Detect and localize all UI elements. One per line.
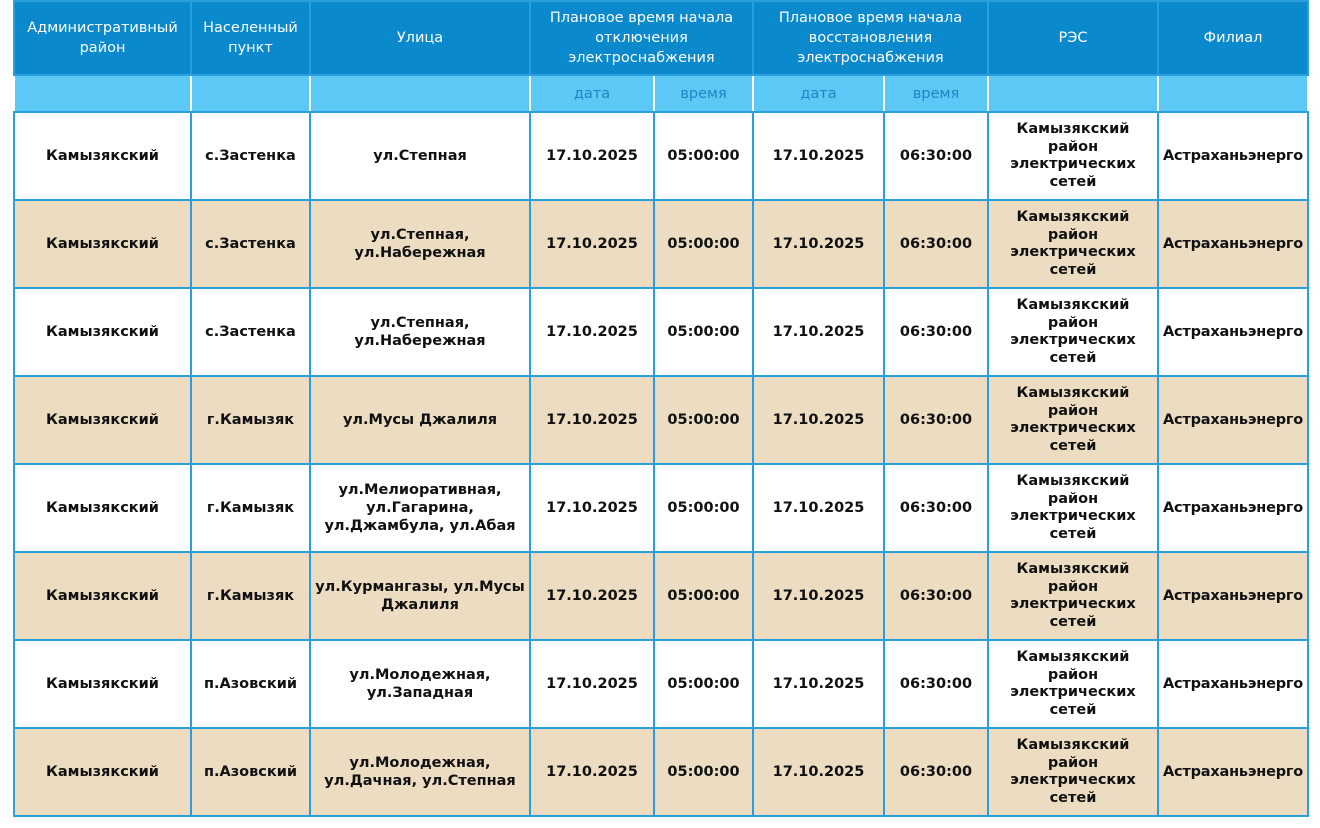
- subheader-empty: [988, 75, 1158, 112]
- cell-district: Камызякский: [14, 728, 191, 816]
- subheader-empty: [191, 75, 310, 112]
- cell-on-date: 17.10.2025: [753, 200, 884, 288]
- table-row: [14, 200, 1308, 288]
- cell-locality: с.Застенка: [191, 288, 310, 376]
- cell-branch: Астраханьэнерго: [1158, 200, 1308, 288]
- cell-res: Камызякский район электрических сетей: [988, 200, 1158, 288]
- outage-schedule-table: [13, 0, 1309, 817]
- cell-branch: Астраханьэнерго: [1158, 112, 1308, 200]
- cell-street: ул.Мелиоративная, ул.Гагарина, ул.Джамбула, ул.Абая: [310, 464, 530, 552]
- col-header-res: РЭС: [988, 1, 1158, 75]
- cell-off-date: 17.10.2025: [530, 200, 654, 288]
- cell-on-time: 06:30:00: [884, 200, 988, 288]
- cell-district: Камызякский: [14, 464, 191, 552]
- cell-off-time: 05:00:00: [654, 728, 753, 816]
- cell-off-time: 05:00:00: [654, 112, 753, 200]
- cell-locality: п.Азовский: [191, 640, 310, 728]
- cell-off-date: 17.10.2025: [530, 464, 654, 552]
- cell-on-time: 06:30:00: [884, 552, 988, 640]
- cell-res: Камызякский район электрических сетей: [988, 464, 1158, 552]
- cell-on-time: 06:30:00: [884, 112, 988, 200]
- cell-on-date: 17.10.2025: [753, 640, 884, 728]
- cell-branch: Астраханьэнерго: [1158, 728, 1308, 816]
- table-row: [14, 728, 1308, 816]
- table-body: [14, 112, 1308, 816]
- cell-off-date: 17.10.2025: [530, 640, 654, 728]
- cell-on-date: 17.10.2025: [753, 112, 884, 200]
- cell-street: ул.Молодежная, ул.Дачная, ул.Степная: [310, 728, 530, 816]
- cell-district: Камызякский: [14, 640, 191, 728]
- cell-res: Камызякский район электрических сетей: [988, 640, 1158, 728]
- subheader-on-date: дата: [753, 75, 884, 112]
- cell-off-date: 17.10.2025: [530, 552, 654, 640]
- cell-locality: п.Азовский: [191, 728, 310, 816]
- cell-locality: с.Застенка: [191, 112, 310, 200]
- cell-on-time: 06:30:00: [884, 640, 988, 728]
- cell-on-date: 17.10.2025: [753, 552, 884, 640]
- table-row: [14, 552, 1308, 640]
- cell-res: Камызякский район электрических сетей: [988, 288, 1158, 376]
- cell-locality: с.Застенка: [191, 200, 310, 288]
- cell-branch: Астраханьэнерго: [1158, 376, 1308, 464]
- cell-on-date: 17.10.2025: [753, 288, 884, 376]
- outage-table-container: [13, 0, 1307, 817]
- col-header-off-time: Плановое время начала отключения электроснабжения: [530, 1, 753, 75]
- cell-res: Камызякский район электрических сетей: [988, 112, 1158, 200]
- cell-off-time: 05:00:00: [654, 640, 753, 728]
- cell-branch: Астраханьэнерго: [1158, 288, 1308, 376]
- cell-on-time: 06:30:00: [884, 288, 988, 376]
- subheader-empty: [14, 75, 191, 112]
- table-row: [14, 376, 1308, 464]
- cell-locality: г.Камызяк: [191, 552, 310, 640]
- cell-off-date: 17.10.2025: [530, 728, 654, 816]
- cell-district: Камызякский: [14, 552, 191, 640]
- cell-on-date: 17.10.2025: [753, 376, 884, 464]
- cell-district: Камызякский: [14, 112, 191, 200]
- cell-district: Камызякский: [14, 376, 191, 464]
- cell-on-time: 06:30:00: [884, 376, 988, 464]
- table-row: [14, 464, 1308, 552]
- cell-street: ул.Курмангазы, ул.Мусы Джалиля: [310, 552, 530, 640]
- col-header-street: Улица: [310, 1, 530, 75]
- subheader-off-time: время: [654, 75, 753, 112]
- cell-off-time: 05:00:00: [654, 464, 753, 552]
- cell-res: Камызякский район электрических сетей: [988, 728, 1158, 816]
- cell-on-date: 17.10.2025: [753, 728, 884, 816]
- cell-locality: г.Камызяк: [191, 376, 310, 464]
- cell-off-date: 17.10.2025: [530, 376, 654, 464]
- cell-street: ул.Мусы Джалиля: [310, 376, 530, 464]
- header-row: [14, 1, 1308, 75]
- col-header-restore-time: Плановое время начала восстановления электроснабжения: [753, 1, 988, 75]
- table-row: [14, 640, 1308, 728]
- table-row: [14, 288, 1308, 376]
- col-header-district: Административный район: [14, 1, 191, 75]
- cell-off-time: 05:00:00: [654, 200, 753, 288]
- cell-off-date: 17.10.2025: [530, 112, 654, 200]
- cell-off-time: 05:00:00: [654, 376, 753, 464]
- cell-branch: Астраханьэнерго: [1158, 552, 1308, 640]
- table-row: [14, 112, 1308, 200]
- cell-on-time: 06:30:00: [884, 464, 988, 552]
- cell-res: Камызякский район электрических сетей: [988, 552, 1158, 640]
- col-header-branch: Филиал: [1158, 1, 1308, 75]
- subheader-row: [14, 75, 1308, 112]
- cell-street: ул.Молодежная, ул.Западная: [310, 640, 530, 728]
- cell-branch: Астраханьэнерго: [1158, 464, 1308, 552]
- subheader-off-date: дата: [530, 75, 654, 112]
- cell-res: Камызякский район электрических сетей: [988, 376, 1158, 464]
- cell-off-time: 05:00:00: [654, 288, 753, 376]
- cell-off-time: 05:00:00: [654, 552, 753, 640]
- cell-district: Камызякский: [14, 200, 191, 288]
- cell-locality: г.Камызяк: [191, 464, 310, 552]
- cell-branch: Астраханьэнерго: [1158, 640, 1308, 728]
- subheader-on-time: время: [884, 75, 988, 112]
- cell-district: Камызякский: [14, 288, 191, 376]
- cell-off-date: 17.10.2025: [530, 288, 654, 376]
- cell-on-date: 17.10.2025: [753, 464, 884, 552]
- subheader-empty: [310, 75, 530, 112]
- cell-street: ул.Степная: [310, 112, 530, 200]
- cell-street: ул.Степная, ул.Набережная: [310, 288, 530, 376]
- cell-street: ул.Степная, ул.Набережная: [310, 200, 530, 288]
- cell-on-time: 06:30:00: [884, 728, 988, 816]
- col-header-locality: Населенный пункт: [191, 1, 310, 75]
- subheader-empty: [1158, 75, 1308, 112]
